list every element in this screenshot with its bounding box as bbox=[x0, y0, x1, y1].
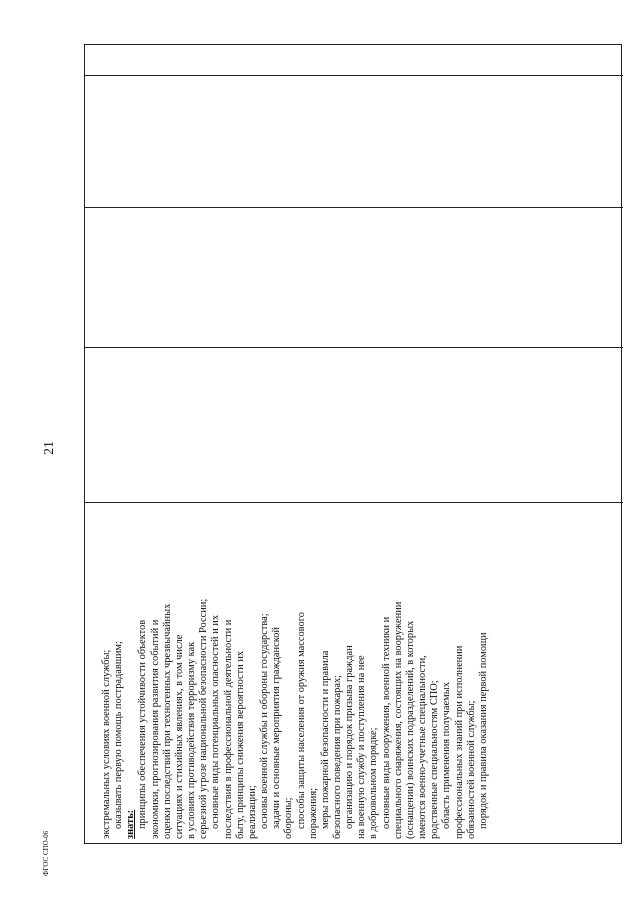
text-line: в добровольном порядке; bbox=[368, 727, 380, 839]
text-line: принципы обеспечения устойчивости объектов bbox=[137, 619, 149, 829]
text-line: (оснащении) воинских подразделений, в которых bbox=[404, 620, 416, 839]
text-line: на военную службу и поступления на нее bbox=[356, 655, 368, 839]
rotated-table-area bbox=[84, 44, 622, 844]
standards-table bbox=[84, 44, 622, 844]
text-line: имеются военно-учетные специальности, bbox=[417, 655, 429, 839]
text-line: знать: bbox=[125, 809, 137, 839]
competency-text bbox=[101, 531, 490, 839]
column-separator-2 bbox=[85, 347, 623, 348]
text-line: обороны; bbox=[283, 797, 295, 839]
text-line: поражения; bbox=[307, 787, 319, 839]
text-line: способы защиты населения от оружия массового bbox=[295, 612, 307, 829]
text-line: основы военной службы и обороны государства; bbox=[259, 613, 271, 829]
text-line: серьезной угрозе национальной безопасности России; bbox=[198, 598, 210, 839]
text-line: профессиональных знаний при исполнении bbox=[453, 645, 465, 839]
text-line: быту, принципы снижения вероятности их bbox=[234, 650, 246, 839]
text-line: в условиях противодействия терроризму как bbox=[186, 641, 198, 839]
footer bbox=[42, 822, 102, 882]
text-line: организацию и порядок призыва граждан bbox=[344, 645, 356, 829]
text-line: задачи и основные мероприятия гражданской bbox=[271, 627, 283, 829]
text-line: реализации; bbox=[246, 785, 258, 839]
column-separator-3 bbox=[85, 207, 623, 208]
text-line: оценки последствий при техногенных чрезвычайных bbox=[161, 603, 173, 839]
text-line: основные виды потенциальных опасностей и их bbox=[210, 614, 222, 829]
text-line: экономики, прогнозирования развития событий и bbox=[149, 619, 161, 839]
column-separator-4 bbox=[85, 75, 623, 76]
text-line: меры пожарной безопасности и правила bbox=[319, 650, 331, 829]
text-line: родственные специальностям СПО; bbox=[429, 680, 441, 839]
text-line: оказывать первую помощь пострадавшим; bbox=[113, 641, 125, 829]
text-line: основные виды вооружения, военной техники и bbox=[380, 616, 392, 829]
column-separator-1 bbox=[85, 502, 623, 503]
text-line: экстремальных условиях военной службы; bbox=[101, 649, 112, 839]
text-line: последствия в профессиональной деятельности и bbox=[222, 619, 234, 839]
text-line: обязанностей военной службы; bbox=[465, 700, 477, 839]
footer-label: ФГОС СПО-06 bbox=[42, 830, 50, 876]
text-line: безопасного поведения при пожарах; bbox=[331, 674, 343, 839]
text-line: специального снаряжения, состоящих на вооружении bbox=[392, 601, 404, 839]
text-line: область применения получаемых bbox=[441, 682, 453, 829]
page-number: 21 bbox=[42, 441, 57, 455]
text-line: ситуациях и стихийных явлениях, в том числе bbox=[173, 634, 185, 839]
text-line: порядок и правила оказания первой помощи bbox=[477, 632, 489, 829]
